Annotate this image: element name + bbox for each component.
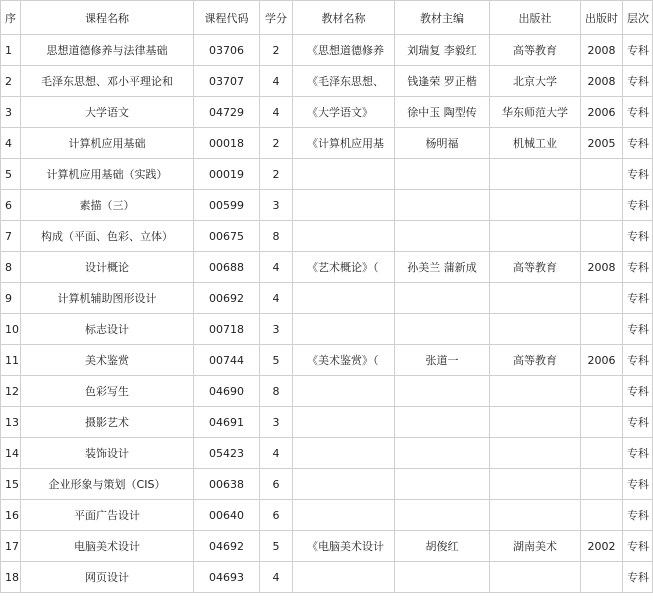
cell-course-name: 思想道德修养与法律基础 — [21, 35, 194, 66]
cell-year — [581, 500, 623, 531]
cell-course-code: 03707 — [194, 66, 260, 97]
cell-textbook: 《毛泽东思想、 — [293, 66, 395, 97]
cell-editor — [395, 469, 490, 500]
cell-publisher: 高等教育 — [490, 345, 581, 376]
header-row — [1, 1, 653, 35]
cell-textbook — [293, 283, 395, 314]
cell-course-name: 毛泽东思想、邓小平理论和 — [21, 66, 194, 97]
cell-level: 专科 — [623, 376, 653, 407]
cell-course-code: 04693 — [194, 562, 260, 593]
cell-level: 专科 — [623, 345, 653, 376]
header-year: 出版时 — [581, 1, 623, 35]
cell-level: 专科 — [623, 531, 653, 562]
cell-level: 专科 — [623, 438, 653, 469]
cell-level: 专科 — [623, 283, 653, 314]
cell-course-name: 计算机应用基础（实践） — [21, 159, 194, 190]
cell-course-code: 05423 — [194, 438, 260, 469]
cell-seq: 9 — [1, 283, 21, 314]
cell-textbook: 《大学语文》 — [293, 97, 395, 128]
table-body — [1, 35, 653, 593]
header-credit: 学分 — [260, 1, 293, 35]
cell-year — [581, 469, 623, 500]
cell-course-code: 00718 — [194, 314, 260, 345]
cell-publisher — [490, 221, 581, 252]
header-seq: 序 — [1, 1, 21, 35]
table-row — [1, 97, 653, 128]
cell-textbook: 《艺术概论》（ — [293, 252, 395, 283]
table-row — [1, 562, 653, 593]
cell-seq: 8 — [1, 252, 21, 283]
cell-seq: 18 — [1, 562, 21, 593]
cell-editor: 徐中玉 陶型传 — [395, 97, 490, 128]
table-row — [1, 128, 653, 159]
cell-year — [581, 376, 623, 407]
cell-year: 2002 — [581, 531, 623, 562]
cell-credit: 4 — [260, 562, 293, 593]
cell-course-name: 素描（三） — [21, 190, 194, 221]
cell-year — [581, 314, 623, 345]
cell-course-name: 构成（平面、色彩、立体） — [21, 221, 194, 252]
cell-level: 专科 — [623, 35, 653, 66]
table-row — [1, 469, 653, 500]
cell-credit: 6 — [260, 469, 293, 500]
cell-course-name: 电脑美术设计 — [21, 531, 194, 562]
cell-textbook — [293, 469, 395, 500]
cell-publisher — [490, 562, 581, 593]
cell-course-name: 色彩写生 — [21, 376, 194, 407]
table-header — [1, 1, 653, 35]
cell-level: 专科 — [623, 66, 653, 97]
cell-level: 专科 — [623, 500, 653, 531]
cell-editor — [395, 283, 490, 314]
cell-course-code: 00018 — [194, 128, 260, 159]
cell-seq: 10 — [1, 314, 21, 345]
cell-textbook: 《美术鉴赏》（ — [293, 345, 395, 376]
cell-seq: 6 — [1, 190, 21, 221]
cell-course-name: 计算机辅助图形设计 — [21, 283, 194, 314]
cell-course-code: 04691 — [194, 407, 260, 438]
cell-textbook — [293, 438, 395, 469]
cell-credit: 4 — [260, 283, 293, 314]
cell-course-code: 00640 — [194, 500, 260, 531]
cell-publisher: 湖南美术 — [490, 531, 581, 562]
cell-credit: 4 — [260, 97, 293, 128]
cell-textbook — [293, 221, 395, 252]
cell-course-code: 00599 — [194, 190, 260, 221]
cell-publisher: 北京大学 — [490, 66, 581, 97]
cell-credit: 5 — [260, 531, 293, 562]
cell-publisher — [490, 159, 581, 190]
table-row — [1, 376, 653, 407]
cell-level: 专科 — [623, 159, 653, 190]
table-row — [1, 531, 653, 562]
cell-editor — [395, 407, 490, 438]
cell-editor — [395, 438, 490, 469]
cell-course-name: 标志设计 — [21, 314, 194, 345]
table-row — [1, 159, 653, 190]
cell-textbook — [293, 407, 395, 438]
cell-seq: 17 — [1, 531, 21, 562]
table-row — [1, 438, 653, 469]
cell-seq: 14 — [1, 438, 21, 469]
header-course-name: 课程名称 — [21, 1, 194, 35]
cell-course-code: 03706 — [194, 35, 260, 66]
cell-seq: 12 — [1, 376, 21, 407]
cell-textbook: 《电脑美术设计 — [293, 531, 395, 562]
cell-course-name: 计算机应用基础 — [21, 128, 194, 159]
cell-publisher — [490, 407, 581, 438]
cell-year: 2005 — [581, 128, 623, 159]
cell-course-name: 平面广告设计 — [21, 500, 194, 531]
cell-seq: 15 — [1, 469, 21, 500]
cell-publisher: 高等教育 — [490, 252, 581, 283]
cell-editor — [395, 500, 490, 531]
cell-level: 专科 — [623, 407, 653, 438]
cell-seq: 7 — [1, 221, 21, 252]
cell-course-code: 04690 — [194, 376, 260, 407]
cell-credit: 4 — [260, 438, 293, 469]
cell-editor — [395, 190, 490, 221]
cell-publisher: 高等教育 — [490, 35, 581, 66]
table-row — [1, 314, 653, 345]
cell-course-name: 美术鉴赏 — [21, 345, 194, 376]
cell-course-code: 00019 — [194, 159, 260, 190]
cell-credit: 3 — [260, 314, 293, 345]
cell-year — [581, 159, 623, 190]
cell-course-name: 企业形象与策划（CIS） — [21, 469, 194, 500]
cell-course-code: 00692 — [194, 283, 260, 314]
table-row — [1, 221, 653, 252]
table-row — [1, 252, 653, 283]
cell-year — [581, 221, 623, 252]
header-level: 层次 — [623, 1, 653, 35]
cell-publisher: 华东师范大学 — [490, 97, 581, 128]
cell-editor: 张道一 — [395, 345, 490, 376]
cell-credit: 2 — [260, 128, 293, 159]
cell-course-name: 摄影艺术 — [21, 407, 194, 438]
cell-year: 2006 — [581, 345, 623, 376]
cell-level: 专科 — [623, 97, 653, 128]
table-row — [1, 190, 653, 221]
cell-seq: 11 — [1, 345, 21, 376]
header-editor: 教材主编 — [395, 1, 490, 35]
table-row — [1, 500, 653, 531]
cell-course-code: 00638 — [194, 469, 260, 500]
table-row — [1, 66, 653, 97]
cell-level: 专科 — [623, 562, 653, 593]
cell-textbook — [293, 314, 395, 345]
cell-credit: 2 — [260, 159, 293, 190]
cell-year — [581, 438, 623, 469]
cell-year — [581, 562, 623, 593]
cell-course-name: 大学语文 — [21, 97, 194, 128]
table-row — [1, 283, 653, 314]
header-textbook: 教材名称 — [293, 1, 395, 35]
cell-publisher — [490, 469, 581, 500]
cell-credit: 2 — [260, 35, 293, 66]
cell-seq: 1 — [1, 35, 21, 66]
cell-year — [581, 190, 623, 221]
cell-credit: 4 — [260, 66, 293, 97]
cell-level: 专科 — [623, 469, 653, 500]
cell-credit: 4 — [260, 252, 293, 283]
cell-year — [581, 407, 623, 438]
cell-textbook: 《思想道德修养 — [293, 35, 395, 66]
cell-year — [581, 283, 623, 314]
cell-editor: 钱逢荣 罗正楷 — [395, 66, 490, 97]
cell-seq: 5 — [1, 159, 21, 190]
cell-textbook — [293, 500, 395, 531]
cell-level: 专科 — [623, 314, 653, 345]
cell-course-name: 设计概论 — [21, 252, 194, 283]
cell-year: 2008 — [581, 252, 623, 283]
cell-editor — [395, 221, 490, 252]
cell-publisher — [490, 376, 581, 407]
table-row — [1, 345, 653, 376]
table-row — [1, 35, 653, 66]
table-row — [1, 407, 653, 438]
cell-course-code: 00744 — [194, 345, 260, 376]
cell-level: 专科 — [623, 128, 653, 159]
cell-course-code: 04692 — [194, 531, 260, 562]
cell-editor: 杨明福 — [395, 128, 490, 159]
cell-seq: 3 — [1, 97, 21, 128]
cell-credit: 5 — [260, 345, 293, 376]
cell-credit: 3 — [260, 190, 293, 221]
cell-course-name: 装饰设计 — [21, 438, 194, 469]
cell-credit: 6 — [260, 500, 293, 531]
cell-level: 专科 — [623, 190, 653, 221]
cell-seq: 4 — [1, 128, 21, 159]
cell-level: 专科 — [623, 252, 653, 283]
cell-credit: 3 — [260, 407, 293, 438]
cell-editor: 孙美兰 蒲新成 — [395, 252, 490, 283]
cell-seq: 16 — [1, 500, 21, 531]
cell-textbook: 《计算机应用基 — [293, 128, 395, 159]
cell-credit: 8 — [260, 221, 293, 252]
header-publisher: 出版社 — [490, 1, 581, 35]
cell-editor: 刘瑞复 李毅红 — [395, 35, 490, 66]
cell-textbook — [293, 376, 395, 407]
cell-course-code: 00675 — [194, 221, 260, 252]
cell-editor — [395, 159, 490, 190]
cell-publisher: 机械工业 — [490, 128, 581, 159]
cell-editor — [395, 314, 490, 345]
header-course-code: 课程代码 — [194, 1, 260, 35]
cell-editor — [395, 562, 490, 593]
cell-level: 专科 — [623, 221, 653, 252]
cell-seq: 13 — [1, 407, 21, 438]
cell-textbook — [293, 190, 395, 221]
cell-textbook — [293, 562, 395, 593]
cell-publisher — [490, 438, 581, 469]
cell-year: 2008 — [581, 35, 623, 66]
cell-publisher — [490, 314, 581, 345]
cell-publisher — [490, 500, 581, 531]
cell-editor: 胡俊红 — [395, 531, 490, 562]
cell-year: 2008 — [581, 66, 623, 97]
cell-course-name: 网页设计 — [21, 562, 194, 593]
cell-publisher — [490, 283, 581, 314]
cell-course-code: 04729 — [194, 97, 260, 128]
cell-course-code: 00688 — [194, 252, 260, 283]
cell-seq: 2 — [1, 66, 21, 97]
cell-editor — [395, 376, 490, 407]
cell-year: 2006 — [581, 97, 623, 128]
cell-publisher — [490, 190, 581, 221]
cell-textbook — [293, 159, 395, 190]
cell-credit: 8 — [260, 376, 293, 407]
